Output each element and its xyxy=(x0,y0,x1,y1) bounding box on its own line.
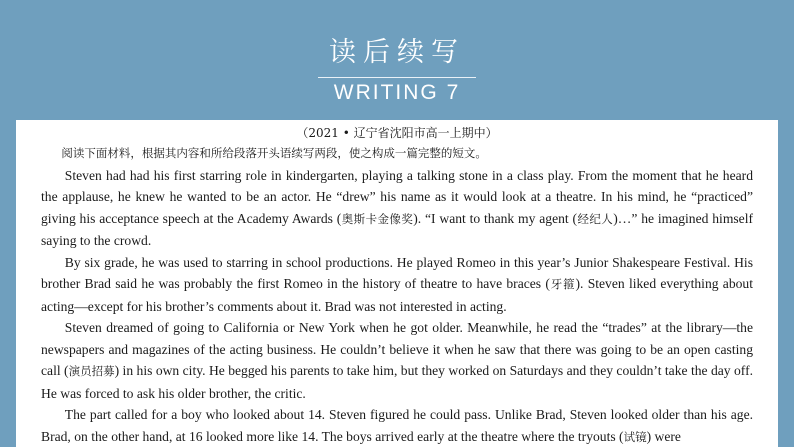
paragraph-text: ). “I want to thank my agent ( xyxy=(413,210,578,226)
paragraph-text: ). Steven liked everything about acting—except for his brother’s comments about it. Brad was not interested in acting. xyxy=(41,276,754,314)
document-content xyxy=(41,125,753,447)
chinese-gloss: 牙箍 xyxy=(549,277,576,291)
story-paragraph-1 xyxy=(41,165,753,252)
instruction-paragraph xyxy=(41,142,753,165)
document-page xyxy=(16,120,778,447)
paragraph-text: )…” he imagined himself saying to the crowd. xyxy=(41,210,754,248)
page-subtitle: WRITING 7 xyxy=(333,81,461,104)
paragraph-text: ) were xyxy=(646,428,681,444)
paragraph-text: Steven had had his first starring role in kindergarten, playing a talking stone in a class play. From the moment that he heard the applause, he knew he wanted to be an actor. He “drew” his name as it would look at a theatre. In his mind, he “practiced” giving his acceptance speech at the Academy Awards ( xyxy=(41,167,753,226)
instruction-text: 阅读下面材料，根据其内容和所给段落开头语续写两段，使之构成一篇完整的短文。 xyxy=(61,146,487,160)
source-line: （2021 • 辽宁省沈阳市高一上期中） xyxy=(296,126,498,140)
paragraph-text: The part called for a boy who looked about 14. Steven figured he could pass. Unlike Brad, Steven looked older than his age. Brad, on the other hand, at 16 looked more like 14. The boys arrived early at the theatre where the tryouts ( xyxy=(41,407,753,444)
story-paragraph-3 xyxy=(41,317,753,404)
story-paragraph-2 xyxy=(41,252,753,318)
paragraph-text: ) in his own city. He begged his parents to take him, but they worked on Saturdays and they couldn’t take the day off. He was forced to ask his older brother, the critic. xyxy=(41,363,754,401)
paragraph-text: By six grade, he was used to starring in school productions. He played Romeo in this year’s Junior Shakespeare Festival. His brother Brad said he was probably the first Romeo in the history of theatre to have braces ( xyxy=(41,254,753,291)
chinese-gloss: 经纪人 xyxy=(577,211,614,226)
chinese-gloss: 奥斯卡金像奖 xyxy=(341,211,414,226)
page-title: 读后续写 xyxy=(329,37,465,68)
paragraph-text: Steven dreamed of going to California or New York when he got older. Meanwhile, he read the “trades” at the library—the newspapers and magazines of the acting business. He couldn’t believe it when he saw that there was going to be an open casting call ( xyxy=(41,320,753,378)
chinese-gloss: 演员招募 xyxy=(68,364,115,378)
story-paragraph-4 xyxy=(41,404,753,447)
chinese-gloss: 试镜 xyxy=(623,429,647,444)
title-divider xyxy=(318,77,476,78)
